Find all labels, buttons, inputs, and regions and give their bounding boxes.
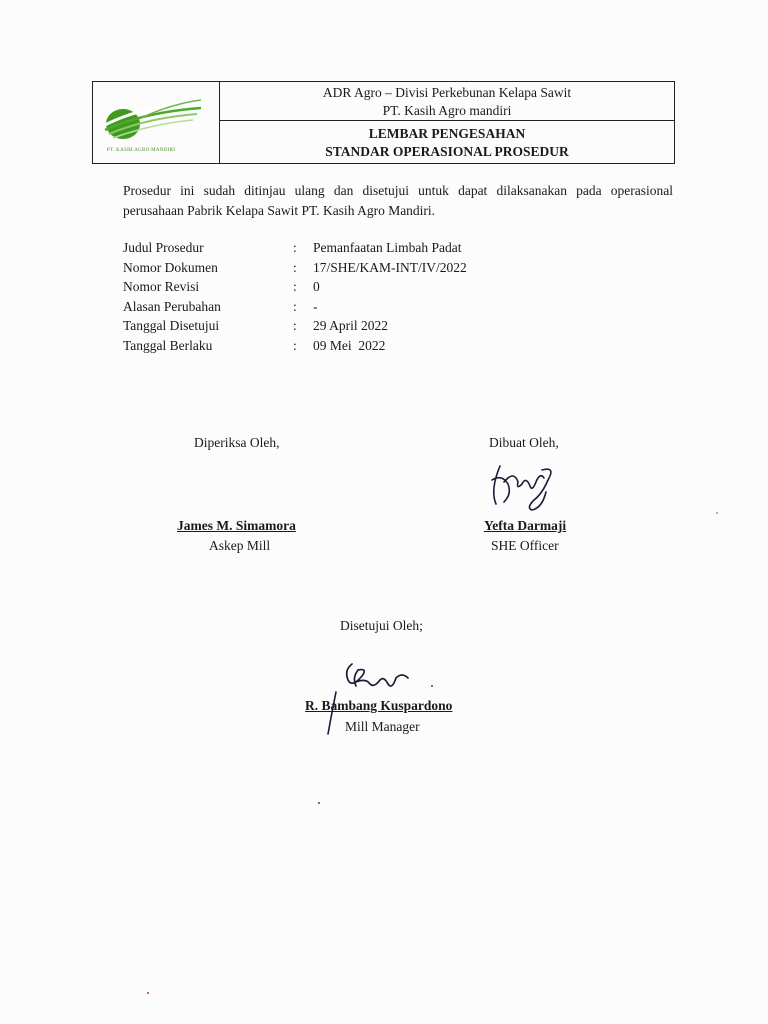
field-row bbox=[123, 297, 467, 317]
header-table bbox=[92, 81, 675, 164]
field-row bbox=[123, 336, 467, 356]
field-value: - bbox=[313, 298, 318, 314]
field-label: Tanggal Disetujui bbox=[123, 318, 220, 334]
field-value: 29 April 2022 bbox=[313, 318, 389, 334]
field-row bbox=[123, 238, 467, 258]
made-by-role: SHE Officer bbox=[491, 538, 559, 553]
approved-by-heading: Disetujui Oleh; bbox=[340, 618, 423, 633]
field-separator: : bbox=[293, 298, 297, 314]
checked-by-heading: Diperiksa Oleh, bbox=[194, 435, 280, 450]
document-fields bbox=[123, 238, 467, 356]
field-label: Nomor Dokumen bbox=[123, 259, 218, 275]
field-value: 0 bbox=[313, 279, 320, 295]
approved-by-name: R. Bambang Kuspardono bbox=[305, 698, 453, 713]
approved-by-role: Mill Manager bbox=[345, 719, 420, 734]
document-title bbox=[220, 122, 674, 163]
field-separator: : bbox=[293, 240, 297, 255]
title-line-2: STANDAR OPERASIONAL PROSEDUR bbox=[325, 144, 569, 159]
scan-speck bbox=[431, 685, 433, 687]
company-info bbox=[220, 82, 674, 121]
field-label: Tanggal Berlaku bbox=[123, 337, 213, 353]
intro-paragraph: Prosedur ini sudah ditinjau ulang dan disetujui untuk dapat dilaksanakan pada operasional perusahaan Pabrik Kelapa Sawit PT. Kasih Agro Mandiri. bbox=[123, 183, 673, 218]
field-value: 09 Mei 2022 bbox=[313, 337, 386, 353]
field-value: Pemanfaatan Limbah Padat bbox=[313, 240, 462, 255]
scan-speck bbox=[318, 802, 320, 804]
scan-speck bbox=[147, 992, 149, 994]
field-label: Judul Prosedur bbox=[123, 240, 204, 255]
field-label: Alasan Perubahan bbox=[123, 298, 221, 314]
field-label: Nomor Revisi bbox=[123, 279, 200, 295]
checked-by-name: James M. Simamora bbox=[177, 518, 296, 533]
logo-cell bbox=[93, 82, 220, 163]
field-row bbox=[123, 258, 467, 278]
made-by-name: Yefta Darmaji bbox=[484, 518, 567, 533]
scan-speck bbox=[716, 512, 718, 514]
logo-caption: PT. KASIH AGRO MANDIRI bbox=[107, 148, 176, 153]
field-separator: : bbox=[293, 337, 297, 353]
company-division: ADR Agro – Divisi Perkebunan Kelapa Sawit bbox=[322, 85, 572, 100]
field-separator: : bbox=[293, 279, 297, 295]
checked-by-role: Askep Mill bbox=[209, 538, 271, 553]
field-row bbox=[123, 316, 467, 336]
company-name: PT. Kasih Agro mandiri bbox=[382, 103, 512, 118]
made-by-signature-icon bbox=[486, 460, 558, 516]
company-logo-icon bbox=[101, 96, 205, 148]
made-by-heading: Dibuat Oleh, bbox=[489, 435, 559, 450]
field-value: 17/SHE/KAM-INT/IV/2022 bbox=[313, 259, 467, 275]
field-row bbox=[123, 277, 467, 297]
field-separator: : bbox=[293, 318, 297, 334]
title-line-1: LEMBAR PENGESAHAN bbox=[368, 126, 526, 141]
field-separator: : bbox=[293, 259, 297, 275]
